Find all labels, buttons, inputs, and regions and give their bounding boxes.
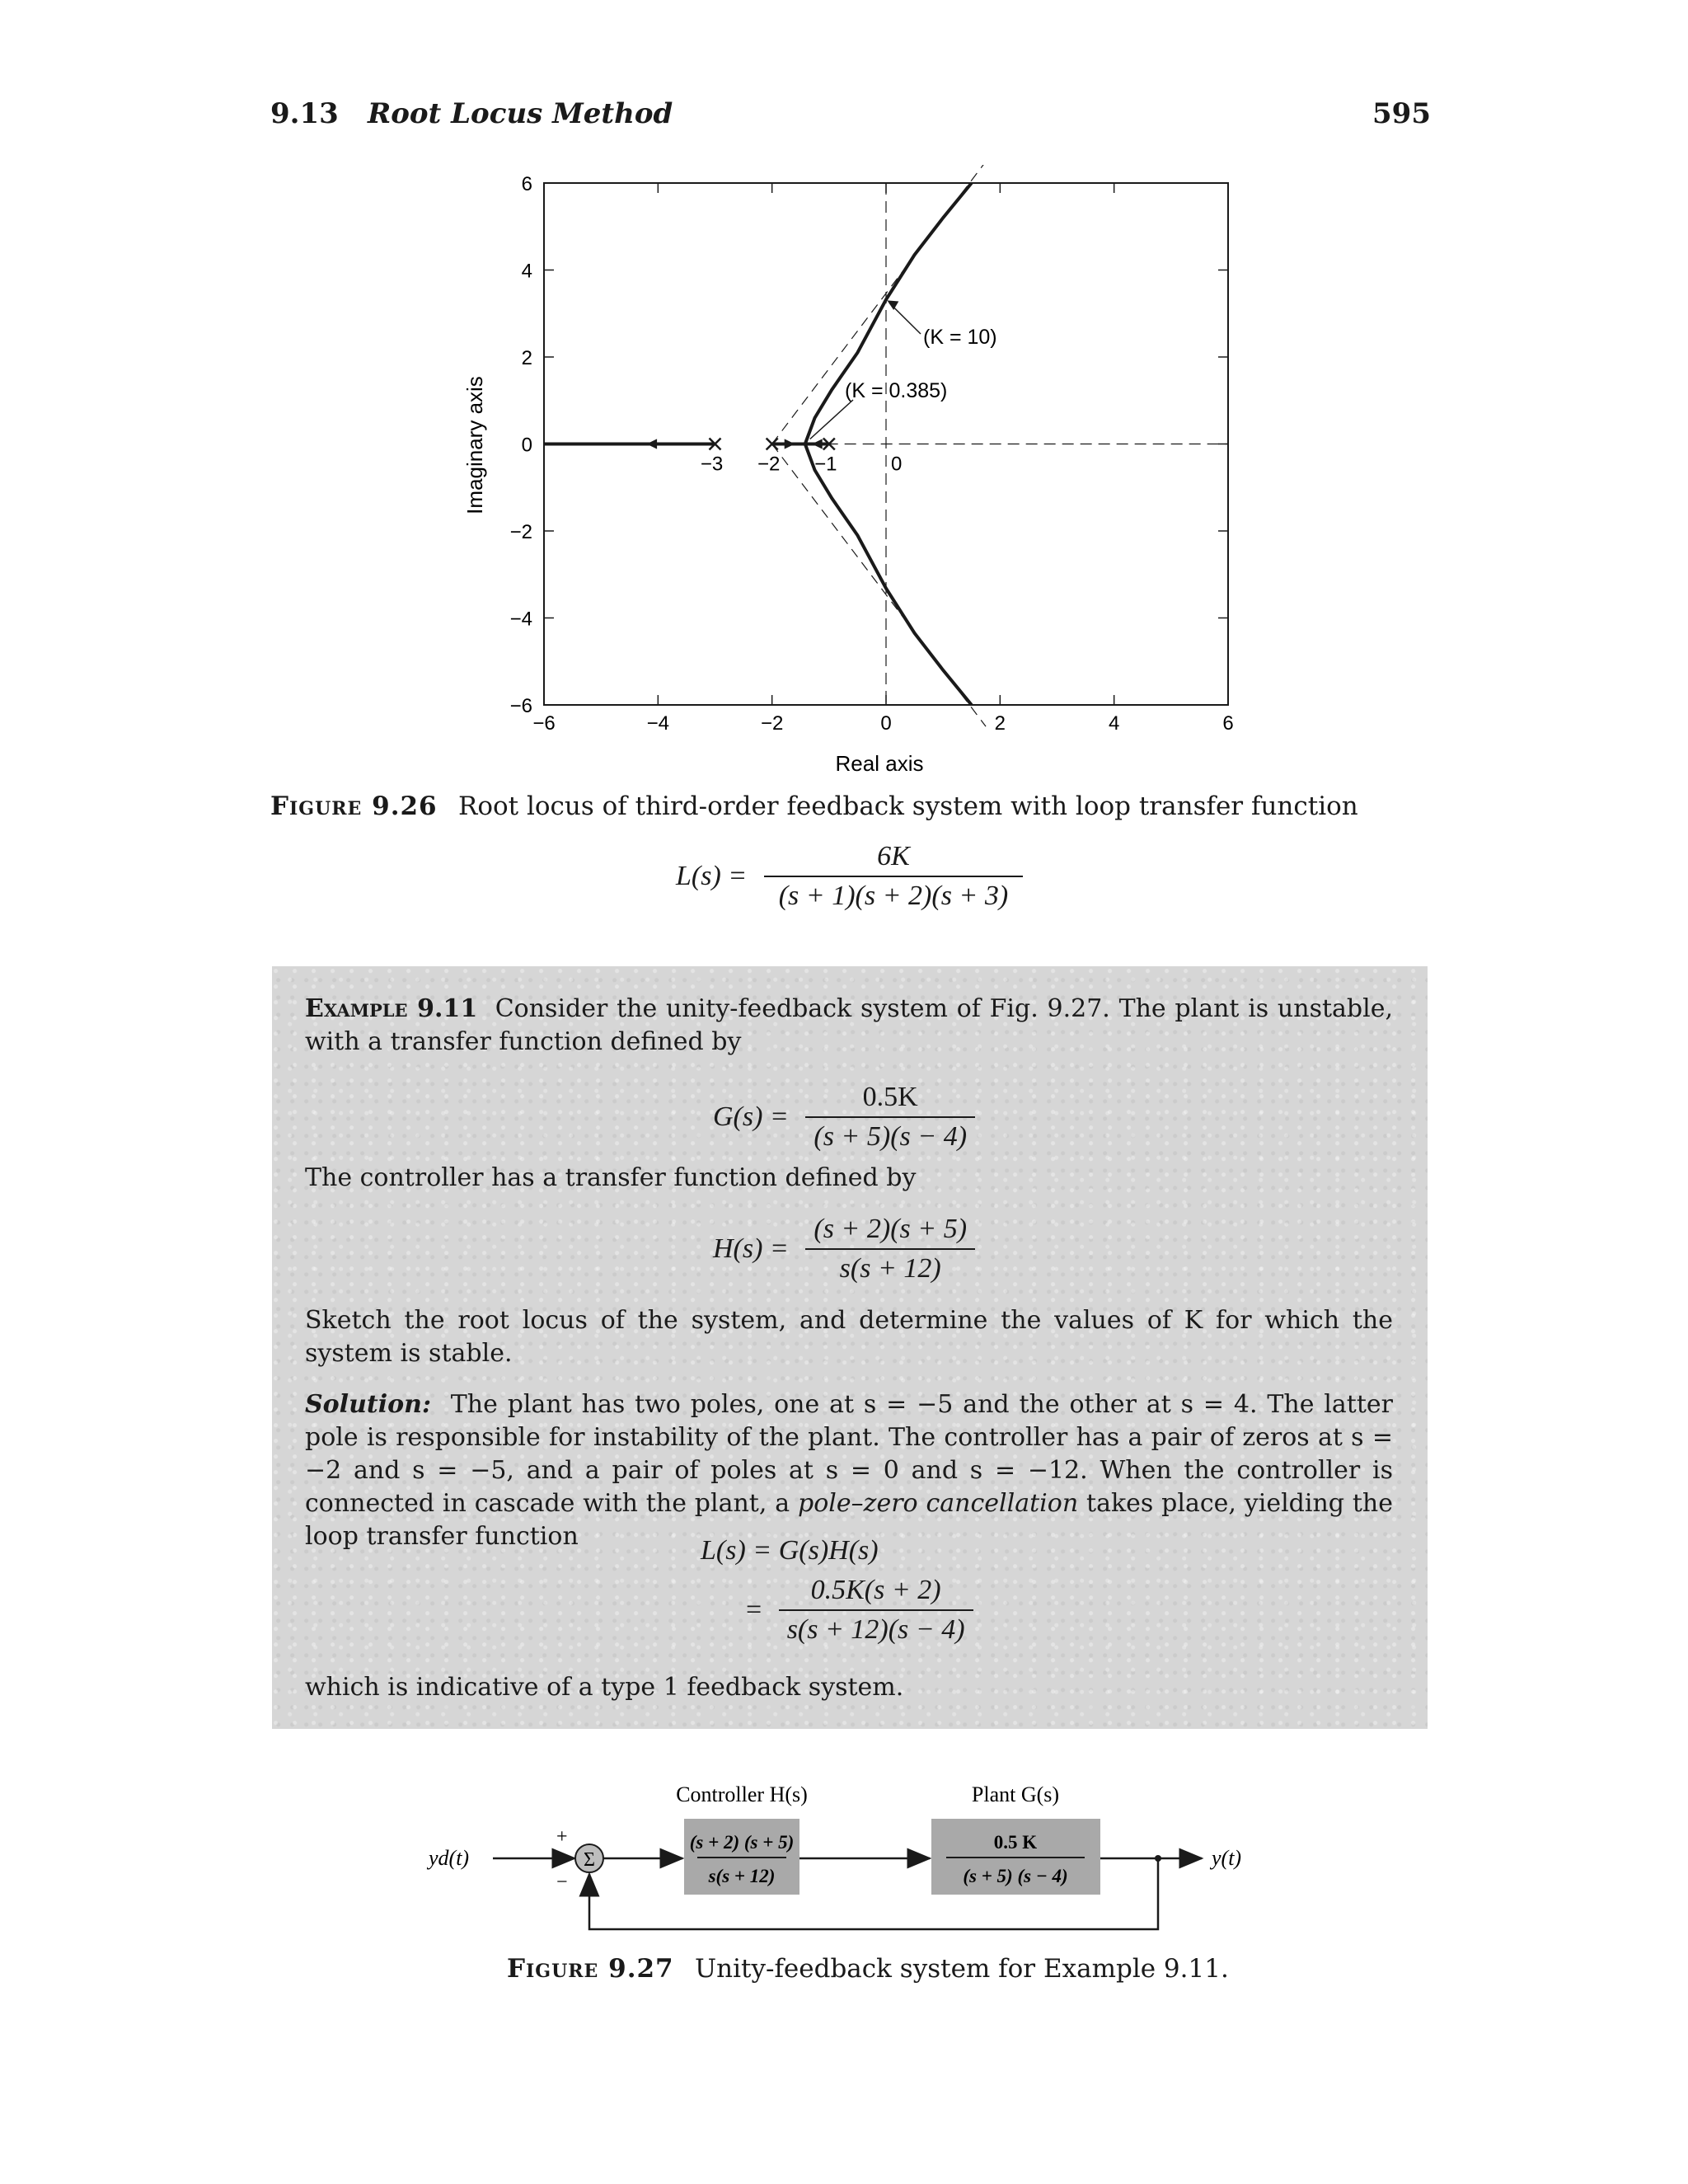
inner-axis-label: 0 xyxy=(891,453,903,476)
controller-numerator: (s + 2) (s + 5) xyxy=(689,1832,795,1853)
l-numerator: 0.5K(s + 2) xyxy=(810,1575,941,1605)
y-tick-label: 6 xyxy=(521,173,532,195)
equation-numerator: 6K xyxy=(877,841,910,871)
controller-sentence: The controller has a transfer function defined by xyxy=(305,1163,917,1192)
solution-label: Solution: xyxy=(305,1390,432,1419)
x-tick-label: 2 xyxy=(994,712,1006,735)
equation-lhs: L(s) = xyxy=(676,861,748,891)
output-label: y(t) xyxy=(1212,1846,1242,1870)
y-tick-label: 4 xyxy=(521,260,532,283)
x-axis-label: Real axis xyxy=(835,751,924,776)
figure-9-26-equation xyxy=(676,841,1023,912)
plant-numerator: 0.5 K xyxy=(993,1832,1038,1853)
example-closing: which is indicative of a type 1 feedback system. xyxy=(305,1673,904,1702)
l-fraction xyxy=(779,1575,973,1646)
equation-denominator: (s + 1)(s + 2)(s + 3) xyxy=(764,876,1023,912)
inner-axis-label: −3 xyxy=(700,453,724,476)
x-tick-label: −2 xyxy=(760,712,784,735)
y-axis-label: Imaginary axis xyxy=(462,376,487,514)
figure-9-27-block-diagram xyxy=(420,1773,1278,1949)
section-title: Root Locus Method xyxy=(368,97,673,130)
h-lhs: H(s) = xyxy=(713,1233,789,1264)
x-tick-label: −6 xyxy=(532,712,556,735)
figure-9-26-label: Figure 9.26 xyxy=(270,791,438,821)
annotation-k10-arrow xyxy=(887,300,898,310)
minus-sign: − xyxy=(556,1872,568,1893)
section-number: 9.13 xyxy=(270,97,339,130)
solution-text-a: The plant has two poles, one at s = −5 and the other at s = 4. The latter pole is responsible for instability of the plant. The controller has a pair of zeros at s = −2 and s = −5, and a pair of poles at s = 0 and s = −12. When the controller is connected in cascade with the plant, a xyxy=(305,1390,1393,1518)
equation-fraction xyxy=(764,841,1023,912)
y-tick-label: 2 xyxy=(521,347,532,369)
locus-branch xyxy=(805,444,972,706)
block-diagram-svg xyxy=(420,1773,1278,1946)
h-fraction xyxy=(805,1214,975,1285)
inner-axis-label: −2 xyxy=(757,453,781,476)
plant-denominator: (s + 5) (s − 4) xyxy=(963,1866,1068,1886)
locus-arrow xyxy=(785,439,795,449)
sigma-symbol: Σ xyxy=(584,1849,595,1871)
l-equation-line2 xyxy=(746,1575,973,1646)
g-denominator: (s + 5)(s − 4) xyxy=(805,1116,975,1153)
x-tick-label: −4 xyxy=(646,712,670,735)
h-numerator: (s + 2)(s + 5) xyxy=(814,1214,968,1244)
root-locus-svg xyxy=(449,165,1282,783)
g-equation xyxy=(713,1082,975,1153)
controller-denominator: s(s + 12) xyxy=(708,1866,776,1886)
g-numerator: 0.5K xyxy=(862,1082,918,1112)
example-intro-text: Consider the unity-feedback system of Fig. 9.27. The plant is unstable, with a transfer function defined by xyxy=(305,994,1393,1056)
x-tick-label: 0 xyxy=(880,712,892,735)
figure-9-27-caption-text: Unity-feedback system for Example 9.11. xyxy=(695,1954,1229,1984)
g-lhs: G(s) = xyxy=(713,1101,789,1132)
h-equation xyxy=(713,1214,975,1285)
l-equals: = xyxy=(746,1595,762,1625)
annotation-k0385-leader xyxy=(810,400,853,439)
figure-9-26-caption xyxy=(270,791,1441,821)
example-9-11-box xyxy=(272,966,1428,1729)
l-denominator: s(s + 12)(s − 4) xyxy=(779,1609,973,1646)
running-head xyxy=(270,97,1431,139)
x-tick-label: 6 xyxy=(1222,712,1234,735)
example-intro xyxy=(305,993,1393,1059)
x-tick-label: 4 xyxy=(1108,712,1120,735)
y-tick-label: −2 xyxy=(509,521,532,543)
example-solution xyxy=(305,1388,1393,1553)
page-number: 595 xyxy=(1372,97,1431,130)
input-label: yd(t) xyxy=(429,1846,470,1870)
locus-arrow xyxy=(647,439,658,449)
plant-title: Plant G(s) xyxy=(971,1782,1060,1806)
locus-branch xyxy=(805,183,972,444)
figure-9-27-label: Figure 9.27 xyxy=(507,1954,674,1984)
g-fraction xyxy=(805,1082,975,1153)
inner-axis-label: −1 xyxy=(814,453,837,476)
plus-sign: + xyxy=(556,1826,568,1848)
y-tick-label: 0 xyxy=(521,434,532,457)
figure-9-26-caption-text: Root locus of third-order feedback system with loop transfer function xyxy=(458,791,1358,821)
l-equation-line1: L(s) = G(s)H(s) xyxy=(701,1535,879,1566)
solution-text-b: takes place, yielding the loop transfer function xyxy=(305,1489,1393,1551)
annotation-k10-leader xyxy=(889,303,921,334)
y-tick-label: −4 xyxy=(509,608,532,631)
h-denominator: s(s + 12) xyxy=(805,1248,975,1285)
locus-arrow xyxy=(812,439,823,449)
controller-title: Controller H(s) xyxy=(676,1782,808,1806)
example-task: Sketch the root locus of the system, and determine the values of K for which the system is stable. xyxy=(305,1306,1393,1368)
y-tick-label: −6 xyxy=(509,695,532,717)
annotation-k0385: (K = 0.385) xyxy=(845,379,948,402)
root-locus-plot xyxy=(449,165,1282,787)
annotation-k10: (K = 10) xyxy=(923,326,997,349)
figure-9-27-caption xyxy=(507,1954,1249,1984)
solution-emphasis: pole–zero cancellation xyxy=(798,1489,1079,1518)
example-label: Example 9.11 xyxy=(305,994,478,1023)
